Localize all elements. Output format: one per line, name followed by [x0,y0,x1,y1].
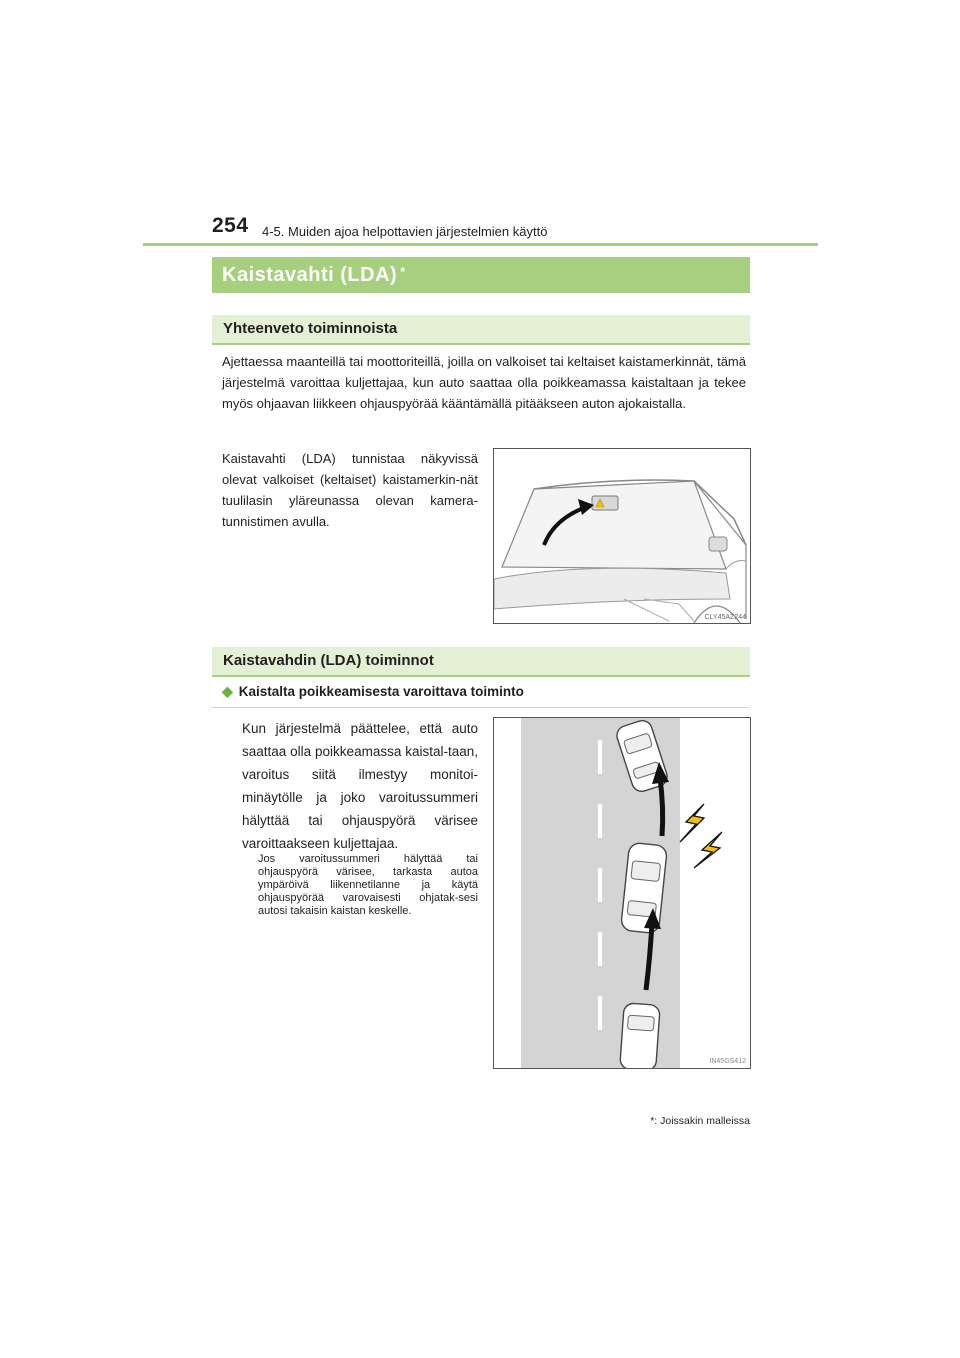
camera-paragraph: Kaistavahti (LDA) tunnistaa näkyvissä olevat valkoiset (keltaiset) kaistamerkin-nät tuulilasin yläreunassa olevan kamera-tunnistimen avulla. [222,451,478,529]
bullet-divider [212,707,750,708]
page-number: 254 [212,214,249,237]
main-title-star: * [400,264,406,279]
lightning-bolt-icon-2 [694,832,722,868]
footnote [650,1115,750,1127]
section-path: 4-5. Muiden ajoa helpottavien järjestelmien käyttö [262,224,548,239]
lane-departure-illustration [494,718,750,1068]
figure-code-1: CLY45AZ244 [704,614,746,621]
lane-departure-figure [493,717,751,1069]
main-title-bar [212,257,750,293]
figure-code-2: IN45GS412 [709,1058,746,1065]
windshield-camera-figure [493,448,751,624]
section-heading-functions-text: Kaistavahdin (LDA) toiminnot [223,652,434,669]
bullet-title-text: Kaistalta poikkeamisesta varoittava toiminto [238,684,524,699]
diamond-bullet-icon: ◆ [222,683,233,699]
intro-paragraph: Ajettaessa maanteillä tai moottoriteillä, joilla on valkoiset tai keltaiset kaistamerkinnät, tämä järjestelmä varoittaa kuljettajaa, kun auto saattaa olla poikkeamassa kaistaltaan ja tekee myös ohjaavan liikkeen ohjauspyörää kääntämällä pitääkseen auton ajokaistalla. [222,354,746,411]
footnote-text: : Joissakin malleissa [654,1115,750,1127]
section-heading-summary [212,315,750,345]
section-heading-functions [212,647,750,677]
main-title-text: Kaistavahti (LDA) [222,264,398,286]
main-title [222,264,406,287]
footnote-star: * [650,1115,655,1127]
section-heading-summary-text: Yhteenveto toiminnoista [223,320,398,337]
bullet-paragraph: Kun järjestelmä päättelee, että auto saattaa olla poikkeamassa kaistal-taan, varoitus siitä ilmestyy monitoi-minäytölle ja joko varoitussummeri hälyttää tai ohjauspyörä värisee varoittaakseen kuljettajaa. [242,721,478,851]
header-divider [143,243,818,246]
caution-note: Jos varoitussummeri hälyttää tai ohjauspyörä värisee, tarkasta autoa ympäröivä liikennetilanne ja käytä ohjauspyörää varovaisesti ohjatak-sesi autosi takaisin kaistan keskelle. [258,853,478,917]
car-windshield-illustration [494,449,750,623]
lightning-bolt-icon-1 [680,804,704,842]
bullet-title [222,683,524,700]
